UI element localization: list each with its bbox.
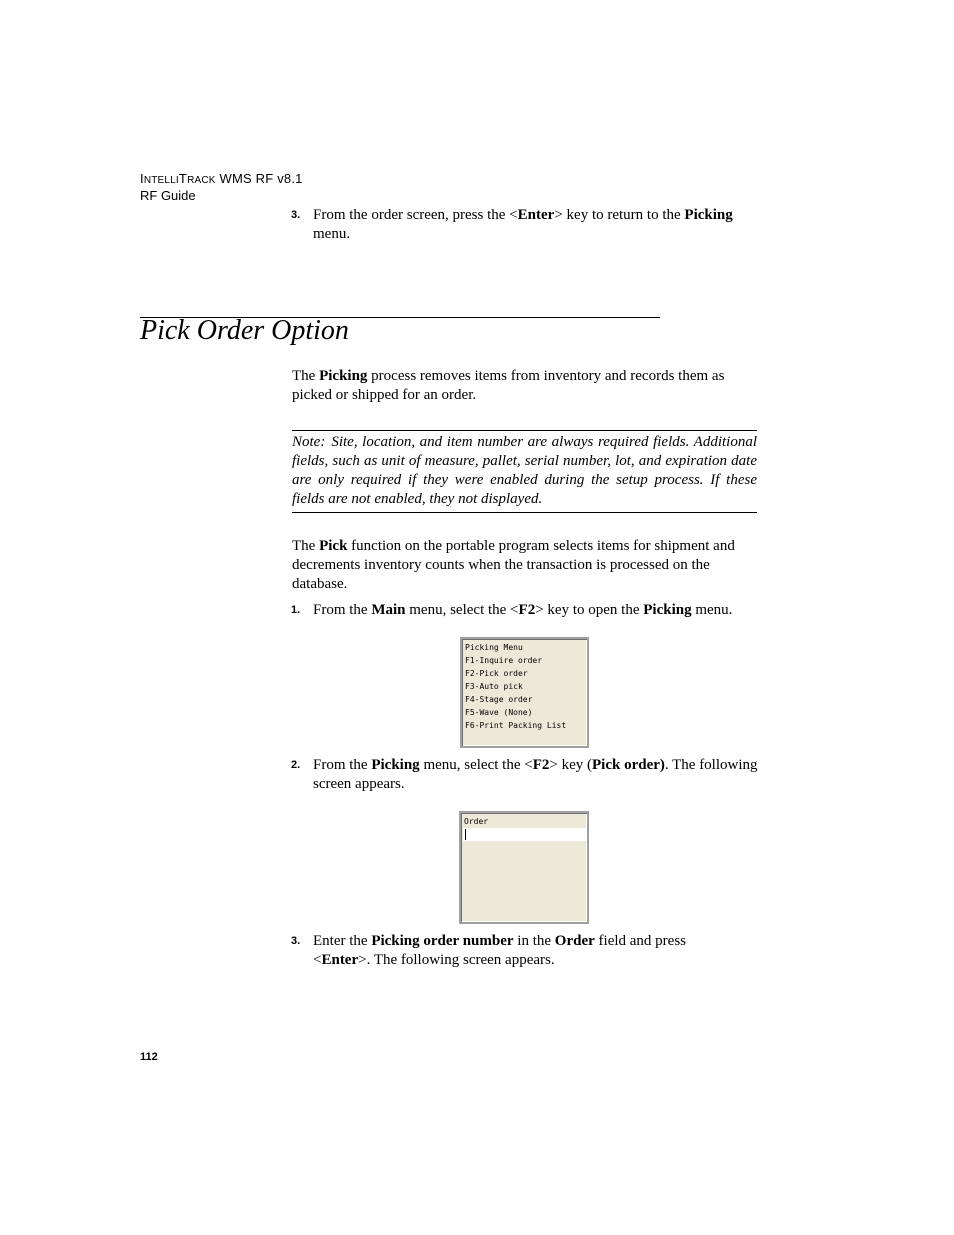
- menu-item-print-packing-list[interactable]: F6-Print Packing List: [465, 721, 567, 730]
- note-text: Site, location, and item number are always required fields. Additional fields, such as unit of measure, pallet, serial number, lot, and expiration date are only required if they were enabled during the setup process. If these fields are not enabled, they not displayed.: [292, 434, 757, 507]
- text-caret: [465, 829, 466, 840]
- paragraph-pick-function: The Pick function on the portable program selects items for shipment and decrements inventory counts when the transaction is processed on the database.: [292, 538, 735, 592]
- running-header-subtitle: RF Guide: [140, 188, 196, 203]
- order-input[interactable]: [463, 828, 587, 841]
- note-label: Note:: [292, 434, 326, 450]
- step2-text: From the Picking menu, select the <F2> key (Pick order). The following screen appears.: [313, 757, 758, 792]
- menu-item-auto-pick[interactable]: F3-Auto pick: [465, 682, 523, 691]
- menu-item-stage-order[interactable]: F4-Stage order: [465, 695, 533, 704]
- menu-item-inquire-order[interactable]: F1-Inquire order: [465, 656, 543, 665]
- step-number: 1.: [291, 604, 301, 616]
- order-entry-screen: [459, 811, 589, 924]
- step-number: 3.: [291, 935, 301, 947]
- note-box: [292, 430, 757, 513]
- step1-text: From the Main menu, select the <F2> key to open the Picking menu.: [313, 602, 733, 618]
- step-number: 3.: [291, 209, 301, 221]
- paragraph-picking-intro: The Picking process removes items from inventory and records them as picked or shipped for an order.: [292, 368, 725, 403]
- page-number: 112: [140, 1051, 158, 1063]
- intro-step-text: From the order screen, press the <Enter> key to return to the Picking menu.: [313, 207, 733, 242]
- running-header-title: INTELLITRACK WMS RF v8.1: [140, 171, 303, 186]
- order-field-label: Order: [464, 817, 489, 826]
- menu-item-pick-order[interactable]: F2-Pick order: [465, 669, 528, 678]
- menu-item-wave[interactable]: F5-Wave (None): [465, 708, 533, 717]
- step-number: 2.: [291, 759, 301, 771]
- section-heading: Pick Order Option: [140, 315, 349, 346]
- menu-title: Picking Menu: [465, 643, 523, 652]
- picking-menu-screen: [460, 637, 589, 748]
- step3-text: Enter the Picking order number in the Order field and press <Enter>. The following screen appears.: [313, 933, 687, 968]
